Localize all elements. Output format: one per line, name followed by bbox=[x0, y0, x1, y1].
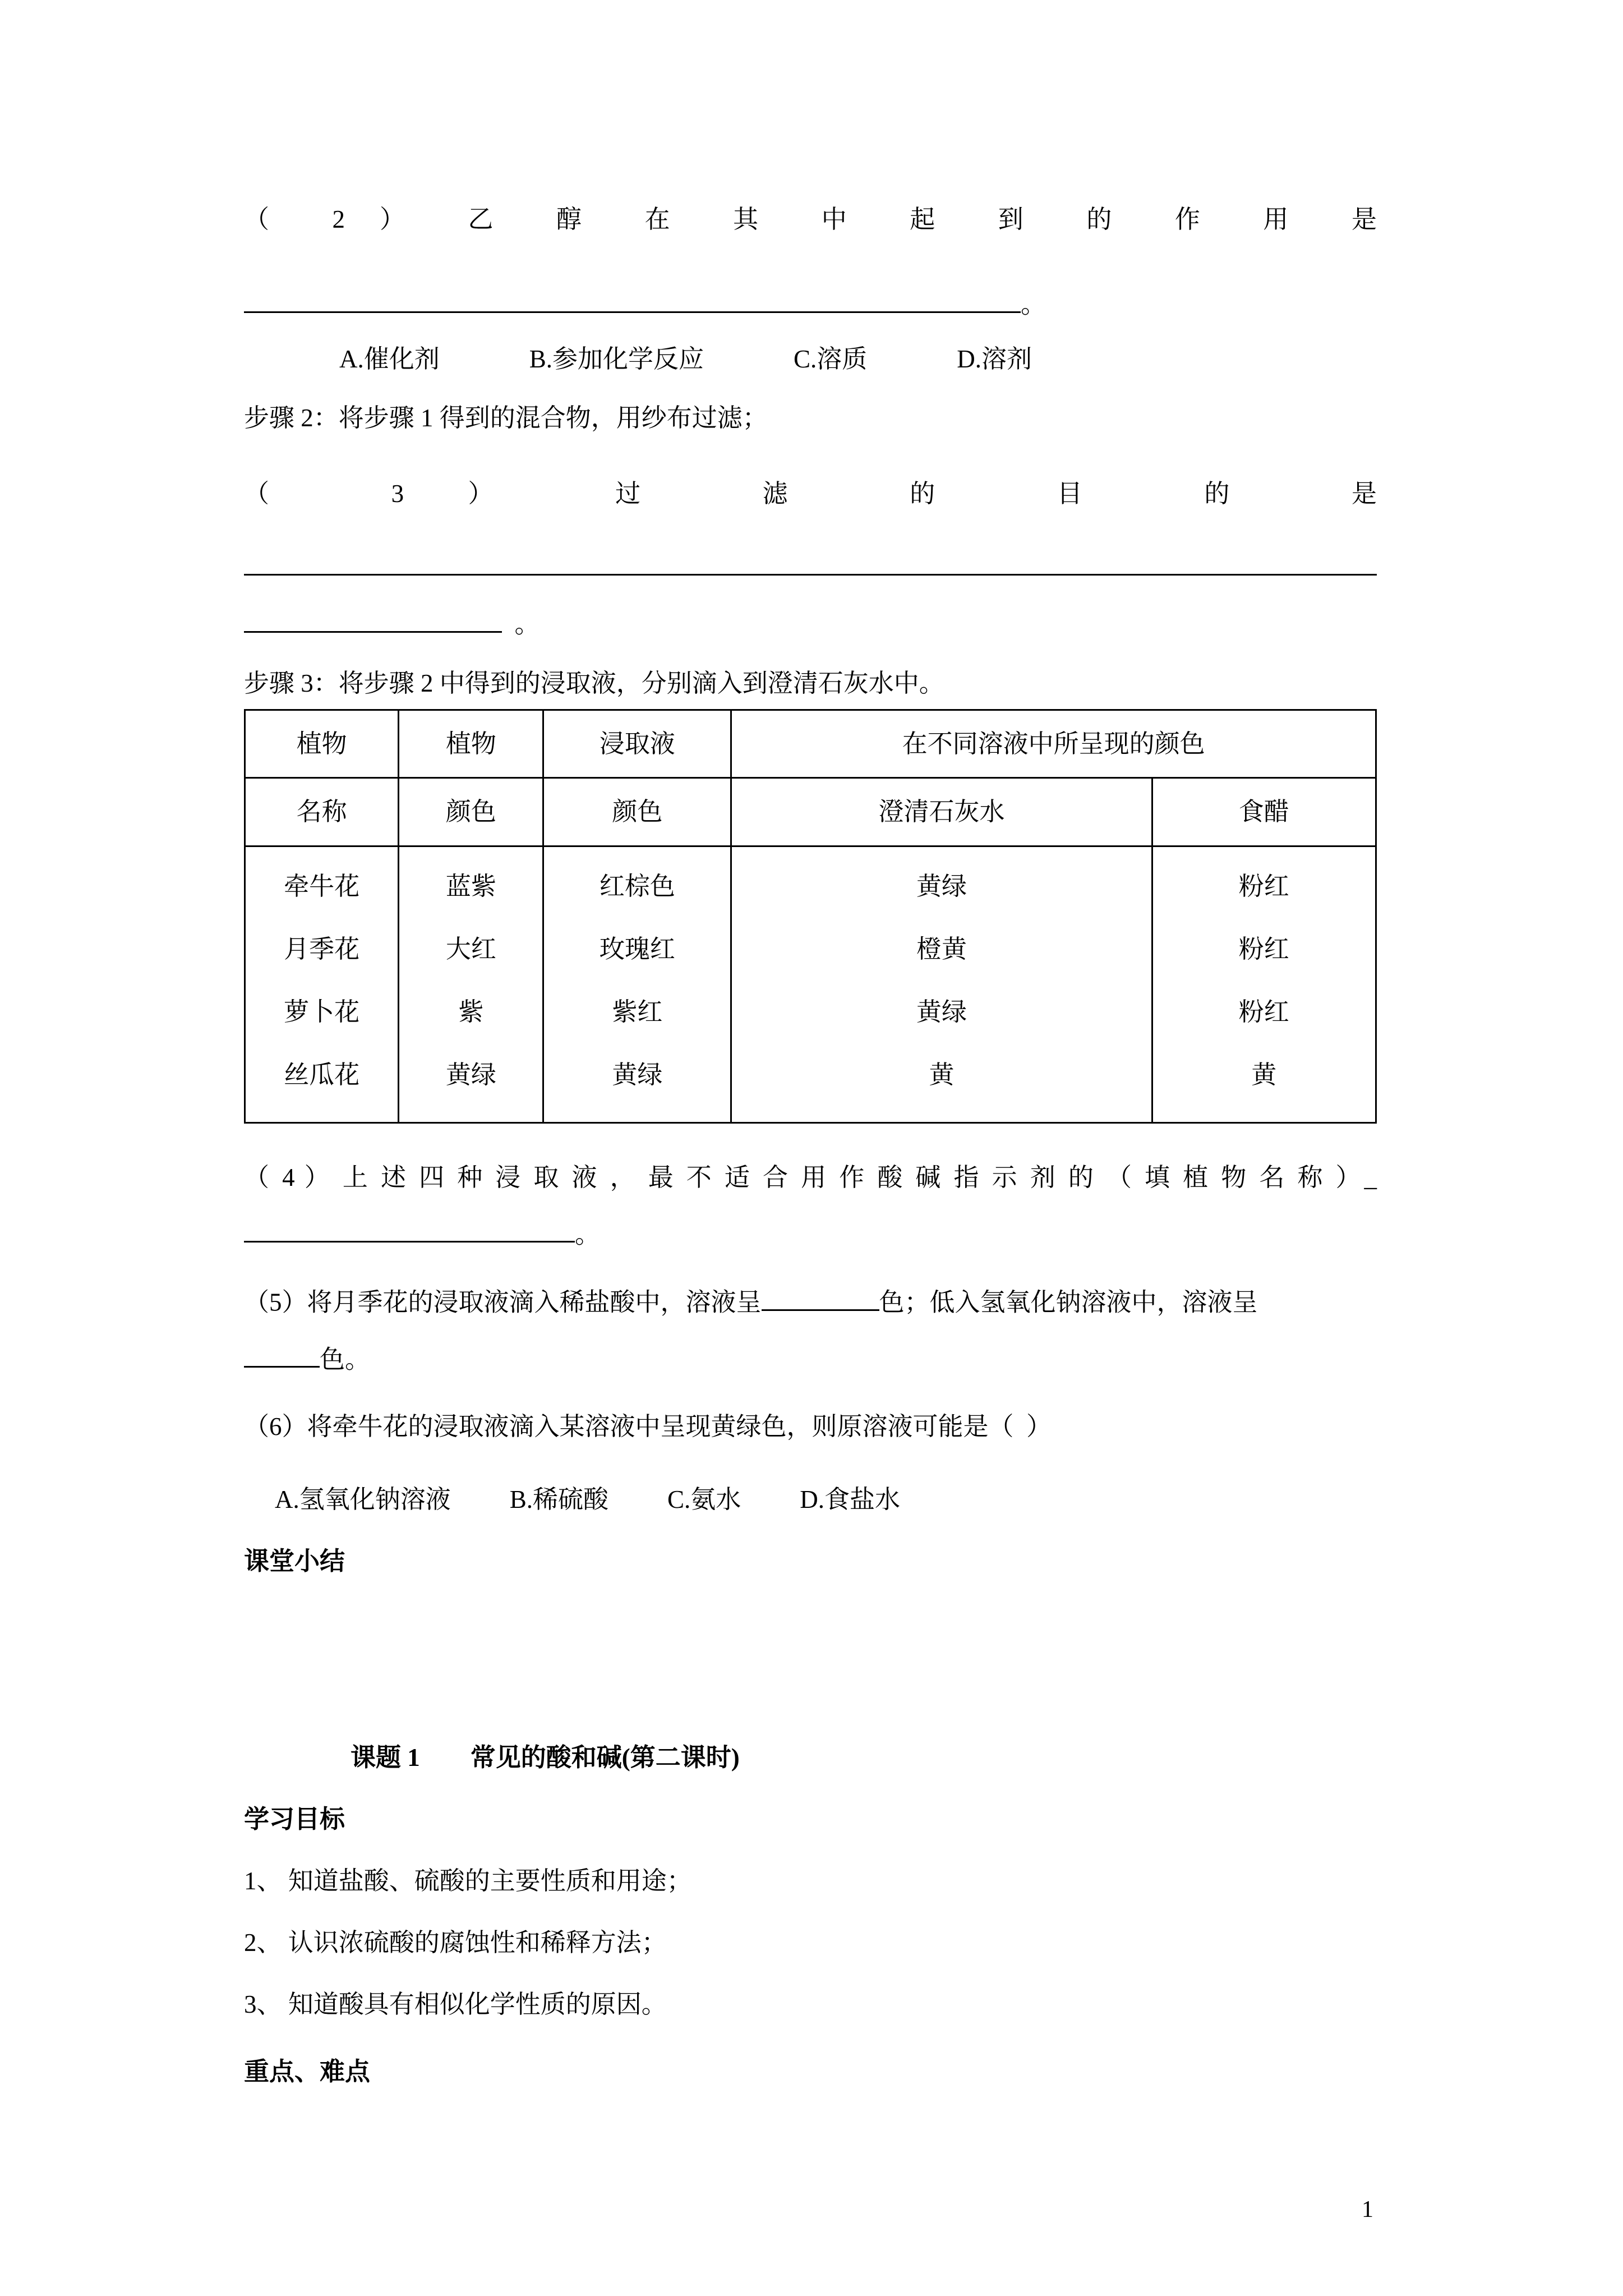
key-points-heading: 重点、难点 bbox=[244, 2058, 371, 2086]
option-d: D.食盐水 bbox=[800, 1485, 901, 1513]
answer-blank bbox=[244, 1338, 320, 1368]
plant-name-column bbox=[245, 846, 399, 1122]
table-cell: 黄绿 bbox=[445, 1060, 496, 1089]
page-number: 1 bbox=[1362, 2197, 1373, 2223]
table-cell: 丝瓜花 bbox=[284, 1060, 360, 1089]
question-6-line: （6）将牵牛花的浸取液滴入某溶液中呈现黄绿色，则原溶液可能是（ ） bbox=[244, 1412, 1052, 1441]
answer-blank-short bbox=[244, 603, 502, 633]
table-cell: 紫 bbox=[458, 997, 484, 1026]
limewater-column bbox=[731, 846, 1152, 1122]
document-page bbox=[244, 199, 1377, 2092]
question-5-part2: 色；低入氢氧化钠溶液中，溶液呈 bbox=[879, 1288, 1258, 1317]
header-cell: 颜色 bbox=[543, 778, 731, 846]
answer-blank bbox=[762, 1281, 879, 1311]
extract-color-column bbox=[543, 846, 731, 1122]
question-5-part1: （5）将月季花的浸取液滴入稀盐酸中，溶液呈 bbox=[244, 1288, 762, 1317]
goal-item-3: 3、 知道酸具有相似化学性质的原因。 bbox=[244, 1990, 667, 2018]
question-3-answer-line-2 bbox=[244, 603, 1377, 645]
answer-blank-full bbox=[244, 546, 1377, 576]
header-cell: 浸取液 bbox=[543, 710, 731, 778]
answer-blank bbox=[244, 283, 1021, 313]
goal-item-1: 1、 知道盐酸、硫酸的主要性质和用途； bbox=[244, 1867, 692, 1895]
period: 。 bbox=[1021, 290, 1046, 319]
question-4-line: （ 4 ） 上 述 四 种 浸 取 液 ， 最 不 适 合 用 作 酸 碱 指 示 剂 的 （ 填 植 物 名 称 ）_ bbox=[244, 1163, 1377, 1191]
answer-blank bbox=[244, 1213, 575, 1243]
step-3-line: 步骤 3：将步骤 2 中得到的浸取液，分别滴入到澄清石灰水中。 bbox=[244, 669, 944, 697]
question-2-answer-line bbox=[244, 283, 1377, 325]
option-d: D.溶剂 bbox=[957, 344, 1032, 373]
table-cell: 粉红 bbox=[1238, 872, 1289, 900]
table-header-row-2 bbox=[245, 778, 1376, 846]
table-cell: 萝卜花 bbox=[284, 997, 360, 1026]
extract-color-table bbox=[244, 709, 1377, 1124]
period: 。 bbox=[514, 610, 540, 638]
table-cell: 蓝紫 bbox=[445, 872, 496, 900]
table-cell: 紫红 bbox=[612, 997, 663, 1026]
question-4-answer-line bbox=[244, 1213, 1377, 1255]
class-summary-heading: 课堂小结 bbox=[244, 1547, 345, 1575]
question-3-line: （ 3 ） 过 滤 的 目 的 是 bbox=[244, 479, 1377, 508]
lesson-title: 课题 1 常见的酸和碱(第二课时) bbox=[351, 1743, 740, 1772]
header-cell: 植物 bbox=[399, 710, 543, 778]
table-cell: 大红 bbox=[445, 935, 496, 963]
header-cell: 颜色 bbox=[399, 778, 543, 846]
option-a: A.催化剂 bbox=[339, 344, 440, 373]
option-c: C.氨水 bbox=[667, 1485, 741, 1513]
header-cell: 在不同溶液中所呈现的颜色 bbox=[731, 710, 1376, 778]
table-cell: 粉红 bbox=[1238, 935, 1289, 963]
step-2-line: 步骤 2：将步骤 1 得到的混合物，用纱布过滤； bbox=[244, 403, 768, 432]
header-cell: 澄清石灰水 bbox=[731, 778, 1152, 846]
table-cell: 黄绿 bbox=[612, 1060, 663, 1089]
header-cell: 食醋 bbox=[1152, 778, 1376, 846]
table-body-row bbox=[245, 846, 1376, 1122]
table-cell: 红棕色 bbox=[599, 872, 675, 900]
table-header-row-1 bbox=[245, 710, 1376, 778]
period: 。 bbox=[575, 1220, 601, 1248]
plant-color-column bbox=[399, 846, 543, 1122]
table-cell: 黄绿 bbox=[916, 872, 967, 900]
question-5-part3: 色。 bbox=[320, 1345, 371, 1373]
question-3-answer-line-1 bbox=[244, 546, 1377, 588]
header-cell: 植物 bbox=[245, 710, 399, 778]
table-cell: 黄绿 bbox=[916, 997, 967, 1026]
table-cell: 玫瑰红 bbox=[599, 935, 675, 963]
table-cell: 黄 bbox=[1251, 1060, 1277, 1089]
question-5-answer-line bbox=[244, 1338, 1377, 1380]
question-2-line: （ 2 ） 乙 醇 在 其 中 起 到 的 作 用 是 bbox=[244, 205, 1377, 233]
table-cell: 橙黄 bbox=[916, 935, 967, 963]
table-cell: 牵牛花 bbox=[284, 872, 360, 900]
goal-item-2: 2、 认识浓硫酸的腐蚀性和稀释方法； bbox=[244, 1929, 667, 1957]
option-b: B.参加化学反应 bbox=[529, 344, 704, 373]
learning-goals-heading: 学习目标 bbox=[244, 1805, 345, 1833]
question-6-options bbox=[244, 1479, 1377, 1520]
table-cell: 黄 bbox=[929, 1060, 955, 1089]
option-b: B.稀硫酸 bbox=[509, 1485, 609, 1513]
table-cell: 粉红 bbox=[1238, 997, 1289, 1026]
vinegar-column bbox=[1152, 846, 1376, 1122]
question-2-options bbox=[244, 339, 1377, 379]
table-cell: 月季花 bbox=[284, 935, 360, 963]
option-a: A.氢氧化钠溶液 bbox=[275, 1485, 451, 1513]
option-c: C.溶质 bbox=[794, 344, 868, 373]
question-5-line bbox=[244, 1281, 1377, 1323]
header-cell: 名称 bbox=[245, 778, 399, 846]
